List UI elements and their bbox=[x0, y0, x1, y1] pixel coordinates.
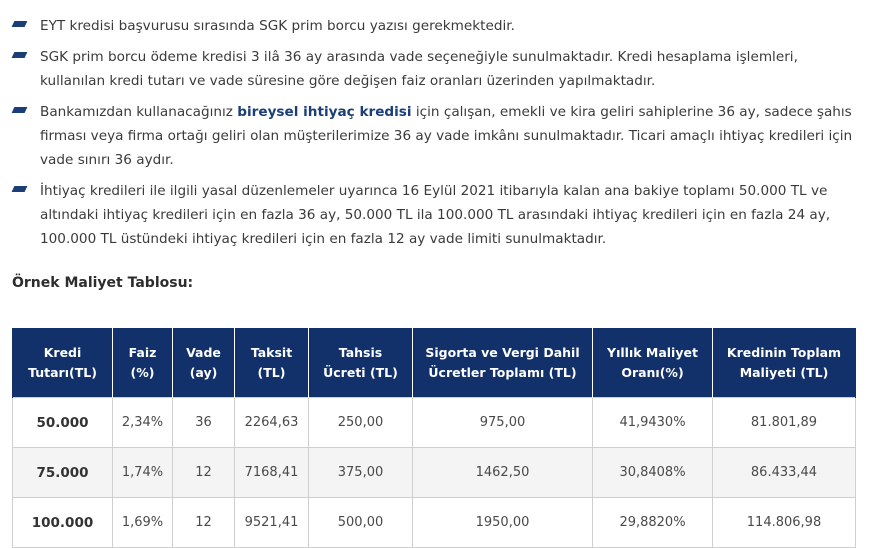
cell-insurance-tax: 1950,00 bbox=[413, 498, 593, 548]
bullet-marker-icon bbox=[12, 52, 28, 58]
bullet-item bbox=[12, 14, 857, 38]
cell-allocation-fee: 500,00 bbox=[309, 498, 413, 548]
cell-term: 12 bbox=[173, 498, 235, 548]
cell-insurance-tax: 1462,50 bbox=[413, 448, 593, 498]
bullet-text: İhtiyaç kredileri ile ilgili yasal düzenlemeler uyarınca 16 Eylül 2021 itibarıyla kalan ana bakiye toplamı 50.000 TL ve altındaki ihtiyaç kredileri için en fazla 36 ay, 50.000 TL ila 100.000 TL arasındaki ihtiyaç kredileri için en fazla 24 ay, 100.000 TL üstündeki ihtiyaç kredileri için en fazla 12 ay vade limiti sunulmaktadır. bbox=[40, 183, 831, 247]
header-total-cost: Kredinin Toplam Maliyeti (TL) bbox=[713, 329, 856, 398]
table-row bbox=[13, 498, 856, 548]
info-bullet-list bbox=[12, 14, 857, 258]
cell-installment: 2264,63 bbox=[235, 398, 309, 448]
header-insurance-tax: Sigorta ve Vergi Dahil Ücretler Toplamı (TL) bbox=[413, 329, 593, 398]
cost-table bbox=[12, 328, 856, 548]
header-annual-cost: Yıllık Maliyet Oranı(%) bbox=[593, 329, 713, 398]
cell-allocation-fee: 375,00 bbox=[309, 448, 413, 498]
cell-term: 36 bbox=[173, 398, 235, 448]
cell-loan-amount: 75.000 bbox=[13, 448, 113, 498]
table-row bbox=[13, 398, 856, 448]
cell-total-cost: 114.806,98 bbox=[713, 498, 856, 548]
cell-total-cost: 81.801,89 bbox=[713, 398, 856, 448]
bullet-text: EYT kredisi başvurusu sırasında SGK prim borcu yazısı gerekmektedir. bbox=[40, 18, 515, 34]
bullet-item bbox=[12, 100, 857, 172]
cell-loan-amount: 50.000 bbox=[13, 398, 113, 448]
header-installment: Taksit (TL) bbox=[235, 329, 309, 398]
cell-annual-cost: 29,8820% bbox=[593, 498, 713, 548]
section-title: Örnek Maliyet Tablosu: bbox=[12, 275, 194, 291]
bullet-marker-icon bbox=[12, 21, 28, 27]
bullet-item bbox=[12, 45, 857, 93]
cell-installment: 9521,41 bbox=[235, 498, 309, 548]
cell-installment: 7168,41 bbox=[235, 448, 309, 498]
bullet-marker-icon bbox=[12, 107, 28, 113]
cell-loan-amount: 100.000 bbox=[13, 498, 113, 548]
cell-insurance-tax: 975,00 bbox=[413, 398, 593, 448]
cell-total-cost: 86.433,44 bbox=[713, 448, 856, 498]
cell-annual-cost: 41,9430% bbox=[593, 398, 713, 448]
header-allocation-fee: Tahsis Ücreti (TL) bbox=[309, 329, 413, 398]
cell-interest: 1,74% bbox=[113, 448, 173, 498]
bullet-item bbox=[12, 179, 857, 251]
table-row bbox=[13, 448, 856, 498]
bullet-marker-icon bbox=[12, 186, 28, 192]
bullet-text: için çalışan, emekli ve kira geliri sahiplerine 36 ay, sadece şahıs firması veya firma ortağı geliri olan müşterilerimize 36 ay vade imkânı sunulmaktadır. Ticari amaçlı ihtiyaç kredileri için vade sınırı 36 aydır. bbox=[40, 104, 853, 168]
bullet-text: SGK prim borcu ödeme kredisi 3 ilâ 36 ay arasında vade seçeneğiyle sunulmaktadır. Kredi hesaplama işlemleri, kullanılan kredi tutarı ve vade süresine göre değişen faiz oranları üzerinden yapılmaktadır. bbox=[40, 49, 798, 89]
bullet-text: Bankamızdan kullanacağınız bbox=[40, 104, 238, 120]
header-loan-amount: Kredi Tutarı(TL) bbox=[13, 329, 113, 398]
cell-term: 12 bbox=[173, 448, 235, 498]
table-header-row bbox=[13, 329, 856, 398]
personal-loan-link[interactable]: bireysel ihtiyaç kredisi bbox=[237, 104, 412, 120]
cell-interest: 1,69% bbox=[113, 498, 173, 548]
cell-interest: 2,34% bbox=[113, 398, 173, 448]
cell-allocation-fee: 250,00 bbox=[309, 398, 413, 448]
header-term: Vade (ay) bbox=[173, 329, 235, 398]
header-interest: Faiz (%) bbox=[113, 329, 173, 398]
cell-annual-cost: 30,8408% bbox=[593, 448, 713, 498]
